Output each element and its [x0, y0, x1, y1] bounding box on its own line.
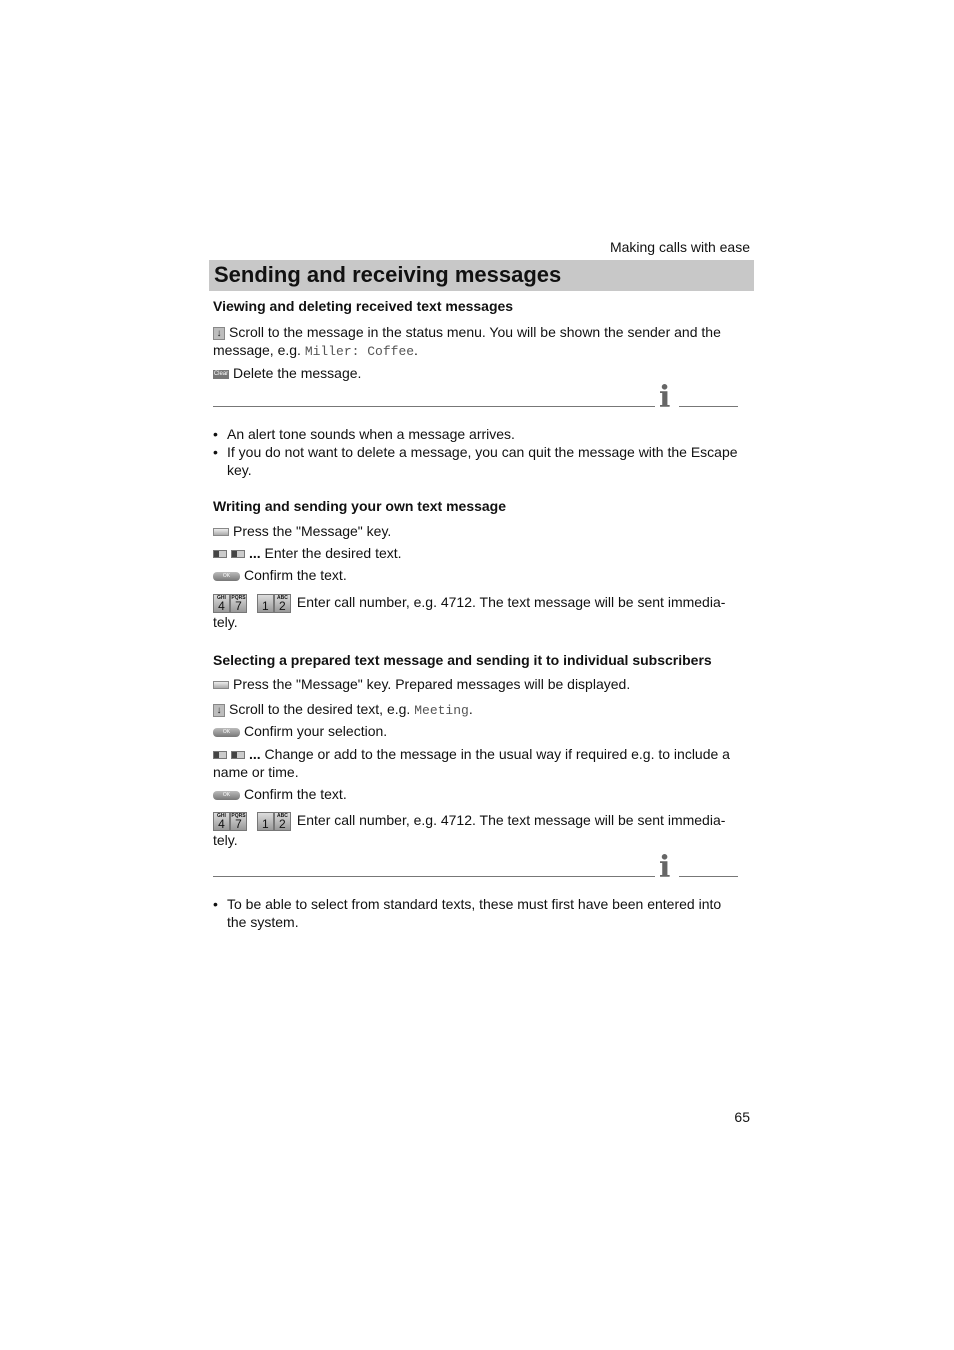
section1-step1: ↓ Scroll to the message in the status menu. You will be shown the sender and the message, e.g. Miller: Coffee.	[213, 324, 721, 359]
ok-key-icon: OK	[213, 572, 240, 581]
note-item: • To be able to select from standard texts, these must first have been entered into the system.	[213, 895, 743, 931]
section3-step3: OK Confirm your selection.	[213, 722, 753, 740]
message-key-icon	[213, 528, 229, 536]
info-icon: i	[659, 850, 671, 885]
section3-step4: ... Change or add to the message in the usual way if required e.g. to include a name or time.	[213, 746, 730, 780]
note-item: • An alert tone sounds when a message arrives.	[213, 425, 748, 443]
key-pair-47	[213, 812, 247, 831]
section2-step2: ... Enter the desired text.	[213, 544, 753, 562]
section3-notes	[213, 895, 743, 931]
section3-step2: ↓ Scroll to the desired text, e.g. Meeting.	[213, 700, 753, 720]
section3-step5: OK Confirm the text.	[213, 785, 753, 803]
key-2-icon: ABC 2	[274, 812, 291, 831]
info-icon: i	[659, 380, 671, 415]
section1-notes	[213, 425, 748, 479]
key-7-icon: PQRS 7	[231, 594, 246, 613]
section1-heading: Viewing and deleting received text messages	[213, 298, 514, 314]
key-pair-12	[257, 812, 291, 831]
example-text: Miller: Coffee	[304, 344, 415, 359]
scroll-down-key-icon: ↓	[213, 704, 225, 717]
section2-step3: OK Confirm the text.	[213, 566, 753, 584]
section1-step2: Clear Delete the message.	[213, 365, 362, 381]
page-title: Sending and receiving messages	[214, 262, 562, 287]
example-text: Meeting	[414, 703, 469, 718]
section2-step1: Press the "Message" key.	[213, 522, 753, 540]
page-number: 65	[734, 1109, 750, 1125]
running-header: Making calls with ease	[609, 239, 750, 255]
section2-step4: GHI 4 PQRS 7 1 ABC 2 Enter call number, e.g. 4712. The text message will be sent immedia-tely.	[213, 594, 726, 630]
note-item: • If you do not want to delete a message, you can quit the message with the Escape key.	[213, 443, 748, 479]
info-divider	[213, 850, 738, 885]
title-bar	[209, 260, 754, 291]
clear-key-icon: Clear	[213, 370, 229, 377]
keypad-key-icon	[231, 550, 245, 558]
message-key-icon	[213, 681, 229, 689]
keypad-key-icon	[213, 751, 227, 759]
key-1-icon: 1	[257, 594, 274, 613]
keypad-key-icon	[231, 751, 245, 759]
ok-key-icon: OK	[213, 728, 240, 737]
key-pair-47	[213, 594, 247, 613]
section3-step6: GHI 4 PQRS 7 1 ABC 2 Enter call number, e.g. 4712. The text message will be sent immedia-tely.	[213, 812, 726, 848]
key-pair-12	[257, 594, 291, 613]
keypad-key-icon	[213, 550, 227, 558]
key-1-icon: 1	[257, 812, 274, 831]
info-divider	[213, 380, 738, 415]
ok-key-icon: OK	[213, 791, 240, 800]
section3-step1: Press the "Message" key. Prepared messages will be displayed.	[213, 675, 753, 693]
key-7-icon: PQRS 7	[231, 812, 246, 831]
key-4-icon: GHI 4	[213, 594, 230, 613]
key-2-icon: ABC 2	[274, 594, 291, 613]
key-4-icon: GHI 4	[213, 812, 230, 831]
scroll-down-key-icon: ↓	[213, 327, 225, 340]
section3-heading: Selecting a prepared text message and sending it to individual subscribers	[213, 652, 712, 668]
section2-heading: Writing and sending your own text message	[213, 498, 507, 514]
